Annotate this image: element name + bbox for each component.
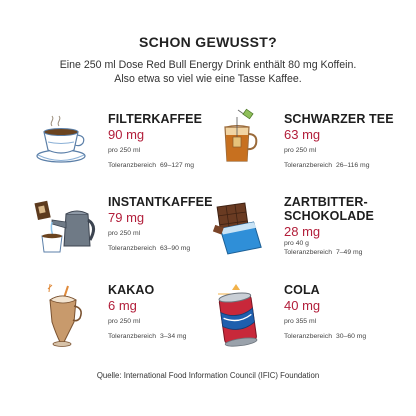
tolerance-value: 26–116 mg xyxy=(335,162,370,169)
item-amount: 40 mg xyxy=(284,298,321,313)
cocoa-glass-icon xyxy=(38,282,90,348)
tolerance-value: 3–34 mg xyxy=(159,333,187,340)
tolerance-label: Toleranzbereich xyxy=(108,162,156,169)
item-amount: 63 mg xyxy=(284,127,321,142)
item-name: FILTERKAFFEE xyxy=(108,112,203,126)
item-per: pro 250 ml xyxy=(108,230,141,237)
item-per: pro 355 ml xyxy=(284,318,317,325)
tolerance-label: Toleranzbereich xyxy=(108,245,156,252)
item-zartbitterschokolade xyxy=(284,195,374,256)
item-name: INSTANTKAFFEE xyxy=(108,195,213,209)
intro-line-2: Also etwa so viel wie eine Tasse Kaffee. xyxy=(114,73,302,85)
item-amount: 6 mg xyxy=(108,298,137,313)
item-schwarzer-tee xyxy=(284,112,394,169)
item-name-line-2: SCHOKOLADE xyxy=(284,209,374,223)
item-tolerance xyxy=(284,249,374,256)
tolerance-label: Toleranzbereich xyxy=(284,249,332,256)
tea-glass-icon xyxy=(218,107,264,167)
kettle-icon xyxy=(30,196,100,258)
item-amount: 79 mg xyxy=(108,210,145,225)
item-tolerance xyxy=(108,333,186,340)
tolerance-value: 63–90 mg xyxy=(159,245,191,252)
item-name: COLA xyxy=(284,283,320,297)
item-per: pro 40 g xyxy=(284,240,309,247)
tolerance-value: 69–127 mg xyxy=(159,162,194,169)
tolerance-label: Toleranzbereich xyxy=(284,333,332,340)
item-per: pro 250 ml xyxy=(108,318,141,325)
item-per: pro 250 ml xyxy=(284,147,317,154)
item-instantkaffee xyxy=(108,195,213,252)
item-amount: 90 mg xyxy=(108,127,145,142)
source-note: Quelle: International Food Information Council (IFIC) Foundation xyxy=(96,371,320,380)
tolerance-value: 7–49 mg xyxy=(335,249,363,256)
item-tolerance xyxy=(284,333,366,340)
item-name-line-1: ZARTBITTER- xyxy=(284,195,368,209)
item-per: pro 250 ml xyxy=(108,147,141,154)
tolerance-value: 30–60 mg xyxy=(335,333,367,340)
item-tolerance xyxy=(108,245,213,252)
item-filterkaffee xyxy=(108,112,202,169)
item-amount: 28 mg xyxy=(284,224,321,239)
tolerance-label: Toleranzbereich xyxy=(284,162,332,169)
item-name: SCHWARZER TEE xyxy=(284,112,394,126)
tolerance-label: Toleranzbereich xyxy=(108,333,156,340)
cola-can-icon xyxy=(210,280,272,350)
item-kakao xyxy=(108,283,186,340)
page-title: SCHON GEWUSST? xyxy=(139,34,277,50)
chocolate-bar-icon xyxy=(206,196,274,258)
intro-line-1: Eine 250 ml Dose Red Bull Energy Drink enthält 80 mg Koffein. xyxy=(59,59,357,71)
coffee-cup-icon xyxy=(34,114,90,164)
item-tolerance xyxy=(108,162,202,169)
intro-text xyxy=(0,58,416,86)
item-tolerance xyxy=(284,162,394,169)
item-name: KAKAO xyxy=(108,283,155,297)
item-cola xyxy=(284,283,366,340)
